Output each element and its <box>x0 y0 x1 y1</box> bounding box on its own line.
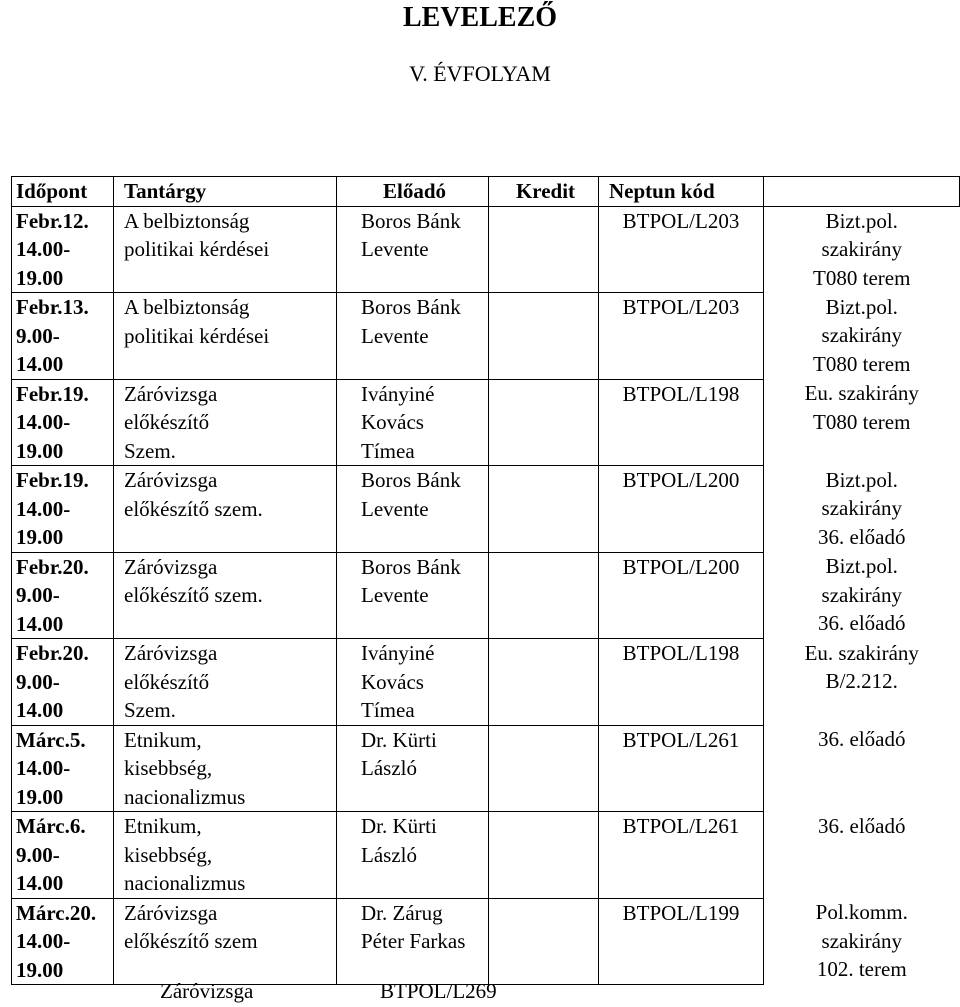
cell-time-line: 19.00 <box>16 957 64 982</box>
cell-subject-line: Szem. <box>124 438 176 463</box>
cell-time-line: 14.00- <box>16 929 71 953</box>
cell-neptun: BTPOL/L203 <box>599 206 764 293</box>
cell-time <box>12 206 114 293</box>
cell-subject-line: előkészítő <box>124 410 210 434</box>
cell-note <box>764 898 960 985</box>
cell-lecturer-line: Dr. Kürti <box>361 814 437 838</box>
cell-subject-line: A belbiztonság <box>124 208 250 233</box>
table-row <box>12 206 960 293</box>
cell-note-line: 36. előadó <box>818 524 906 549</box>
cell-lecturer-line: Boros Bánk <box>361 208 461 233</box>
cell-subject-line: Etnikum, <box>124 814 202 838</box>
cell-lecturer <box>337 293 489 380</box>
cell-subject-line: Záróvizsga <box>124 381 218 406</box>
cell-time-line: 14.00- <box>16 237 71 261</box>
cell-lecturer-line: Boros Bánk <box>361 554 461 579</box>
cell-subject <box>114 466 337 553</box>
cell-time-line: 9.00- <box>16 669 60 694</box>
cell-time-line: 19.00 <box>16 525 64 549</box>
cell-time-line: Márc.5. <box>16 727 86 752</box>
cell-subject-line: politikai kérdései <box>124 323 270 348</box>
cell-subject <box>114 898 337 985</box>
cell-subject-line: Etnikum, <box>124 727 202 752</box>
cell-subject-line: előkészítő szem. <box>124 496 263 521</box>
cell-note-line: 102. terem <box>816 957 907 981</box>
cell-lecturer <box>337 552 489 639</box>
cell-subject <box>114 639 337 726</box>
header-credit: Kredit <box>489 177 599 207</box>
cell-time-line: 14.00- <box>16 496 71 521</box>
cell-lecturer <box>337 898 489 985</box>
cell-lecturer-line: Boros Bánk <box>361 468 461 492</box>
cell-neptun: BTPOL/L198 <box>599 639 764 726</box>
cell-time <box>12 639 114 726</box>
cell-note-line: Bizt.pol. <box>825 467 898 492</box>
cell-credit <box>489 639 599 726</box>
cell-time-line: 9.00- <box>16 842 60 867</box>
cell-time <box>12 379 114 466</box>
cell-credit <box>489 466 599 553</box>
cell-subject <box>114 293 337 380</box>
cell-lecturer <box>337 639 489 726</box>
cell-credit <box>489 379 599 466</box>
cell-lecturer-line: Dr. Kürti <box>361 727 437 752</box>
cell-lecturer-line: Levente <box>361 237 429 261</box>
cell-subject-line: kisebbség, <box>124 756 213 780</box>
table-row <box>12 466 960 553</box>
cell-neptun: BTPOL/L199 <box>599 898 764 985</box>
cell-lecturer-line: Dr. Zárug <box>361 900 443 925</box>
footer-subject: Záróvizsga <box>160 979 254 1003</box>
cell-time-line: Márc.6. <box>16 814 86 838</box>
cell-lecturer-line: László <box>361 842 417 867</box>
cell-note <box>764 552 960 639</box>
cell-note-line: szakirány <box>821 237 902 261</box>
cell-note <box>764 725 960 812</box>
cell-credit <box>489 206 599 293</box>
cell-note-line: Eu. szakirány <box>804 381 919 405</box>
cell-note <box>764 293 960 380</box>
cell-lecturer <box>337 466 489 553</box>
cell-neptun: BTPOL/L200 <box>599 552 764 639</box>
cell-time <box>12 552 114 639</box>
cell-note-line: T080 terem <box>813 409 911 434</box>
cell-lecturer <box>337 379 489 466</box>
cell-time-line: 9.00- <box>16 323 60 348</box>
cell-time-line: 19.00 <box>16 438 64 463</box>
cell-note-line: 36. előadó <box>818 813 906 838</box>
cell-lecturer-line: Iványiné <box>361 641 435 665</box>
cell-time-line: Febr.19. <box>16 468 89 492</box>
cell-time-line: 14.00 <box>16 871 64 895</box>
cell-lecturer-line: Levente <box>361 583 429 607</box>
cell-subject <box>114 812 337 899</box>
cell-lecturer-line: Kovács <box>361 410 424 434</box>
cell-time-line: 19.00 <box>16 784 64 809</box>
cell-time <box>12 293 114 380</box>
cell-lecturer <box>337 725 489 812</box>
schedule-table <box>11 176 960 985</box>
header-lecturer: Előadó <box>337 177 489 207</box>
cell-neptun: BTPOL/L200 <box>599 466 764 553</box>
cell-lecturer-line: Kovács <box>361 669 424 694</box>
cell-subject-line: előkészítő szem <box>124 929 258 953</box>
cell-subject <box>114 725 337 812</box>
table-row <box>12 293 960 380</box>
cell-lecturer-line: Péter Farkas <box>361 929 466 953</box>
cell-subject-line: Záróvizsga <box>124 641 218 665</box>
header-time: Időpont <box>12 177 114 207</box>
cell-subject-line: kisebbség, <box>124 842 213 867</box>
cell-lecturer <box>337 812 489 899</box>
cell-credit <box>489 552 599 639</box>
cell-time-line: Febr.19. <box>16 381 89 406</box>
table-row <box>12 898 960 985</box>
cell-credit <box>489 725 599 812</box>
cell-lecturer <box>337 206 489 293</box>
cell-time <box>12 466 114 553</box>
cell-subject-line: A belbiztonság <box>124 295 250 319</box>
cell-neptun: BTPOL/L203 <box>599 293 764 380</box>
table-row <box>12 639 960 726</box>
cell-note-line: szakirány <box>821 323 902 347</box>
cell-subject-line: előkészítő <box>124 669 210 694</box>
cell-note <box>764 379 960 466</box>
cell-time-line: 14.00- <box>16 410 71 434</box>
header-empty <box>764 177 960 207</box>
cell-time-line: 14.00- <box>16 756 71 780</box>
cell-subject-line: Záróvizsga <box>124 468 218 492</box>
table-body <box>12 206 960 985</box>
cell-lecturer-line: Levente <box>361 323 429 348</box>
cell-time-line: 14.00 <box>16 611 64 636</box>
cell-note-line: B/2.212. <box>825 669 898 693</box>
cell-subject <box>114 379 337 466</box>
cell-note-line: T080 terem <box>813 265 911 290</box>
table-row <box>12 552 960 639</box>
cell-neptun: BTPOL/L198 <box>599 379 764 466</box>
cell-neptun: BTPOL/L261 <box>599 812 764 899</box>
cell-note-line: T080 terem <box>813 351 911 376</box>
cell-time-line: 19.00 <box>16 265 64 290</box>
header-neptun: Neptun kód <box>599 177 764 207</box>
cell-subject-line: politikai kérdései <box>124 237 270 261</box>
cell-time-line: 14.00 <box>16 352 64 376</box>
cell-subject-line: Záróvizsga <box>124 554 218 579</box>
cell-note-line: 36. előadó <box>818 611 906 635</box>
cell-subject <box>114 206 337 293</box>
cell-time-line: Febr.12. <box>16 208 89 233</box>
cell-note-line: Eu. szakirány <box>804 640 919 665</box>
cell-neptun: BTPOL/L261 <box>599 725 764 812</box>
cell-time-line: Márc.20. <box>16 900 97 925</box>
page-title: LEVELEZŐ <box>402 2 558 33</box>
cell-subject-line: nacionalizmus <box>124 784 246 809</box>
cell-credit <box>489 293 599 380</box>
table-header-row <box>12 177 960 207</box>
cell-subject-line: Záróvizsga <box>124 900 218 925</box>
cell-note-line: Pol.komm. <box>815 900 908 924</box>
header-subject: Tantárgy <box>114 177 337 207</box>
cell-time <box>12 812 114 899</box>
cell-lecturer-line: Levente <box>361 496 429 521</box>
cell-subject-line: nacionalizmus <box>124 871 246 895</box>
cell-credit <box>489 812 599 899</box>
cell-note-line: szakirány <box>821 928 902 953</box>
cell-subject-line: Szem. <box>124 698 176 722</box>
cell-note <box>764 206 960 293</box>
cell-note-line: 36. előadó <box>818 727 906 751</box>
cell-subject <box>114 552 337 639</box>
cell-note-line: Bizt.pol. <box>825 554 898 578</box>
cell-time-line: Febr.20. <box>16 554 89 579</box>
cell-note <box>764 466 960 553</box>
cell-lecturer-line: László <box>361 756 417 780</box>
cell-note <box>764 639 960 726</box>
cell-note-line: szakirány <box>821 582 902 607</box>
table-row <box>12 725 960 812</box>
table-row <box>12 379 960 466</box>
cell-note-line: szakirány <box>821 496 902 520</box>
cell-note-line: Bizt.pol. <box>825 294 898 319</box>
cell-time-line: Febr.20. <box>16 641 89 665</box>
cell-time <box>12 725 114 812</box>
cell-time-line: 9.00- <box>16 583 60 607</box>
cell-time-line: Febr.13. <box>16 295 89 319</box>
cell-subject-line: előkészítő szem. <box>124 583 263 607</box>
cell-lecturer-line: Tímea <box>361 438 415 463</box>
cell-lecturer-line: Boros Bánk <box>361 295 461 319</box>
cell-credit <box>489 898 599 985</box>
cell-time-line: 14.00 <box>16 698 64 722</box>
page-subtitle: V. ÉVFOLYAM <box>409 61 551 86</box>
footer-neptun: BTPOL/L269 <box>380 979 497 1003</box>
cell-lecturer-line: Tímea <box>361 698 415 722</box>
cell-note-line: Bizt.pol. <box>825 208 898 233</box>
cell-lecturer-line: Iványiné <box>361 381 435 406</box>
cell-note <box>764 812 960 899</box>
cell-time <box>12 898 114 985</box>
table-row <box>12 812 960 899</box>
